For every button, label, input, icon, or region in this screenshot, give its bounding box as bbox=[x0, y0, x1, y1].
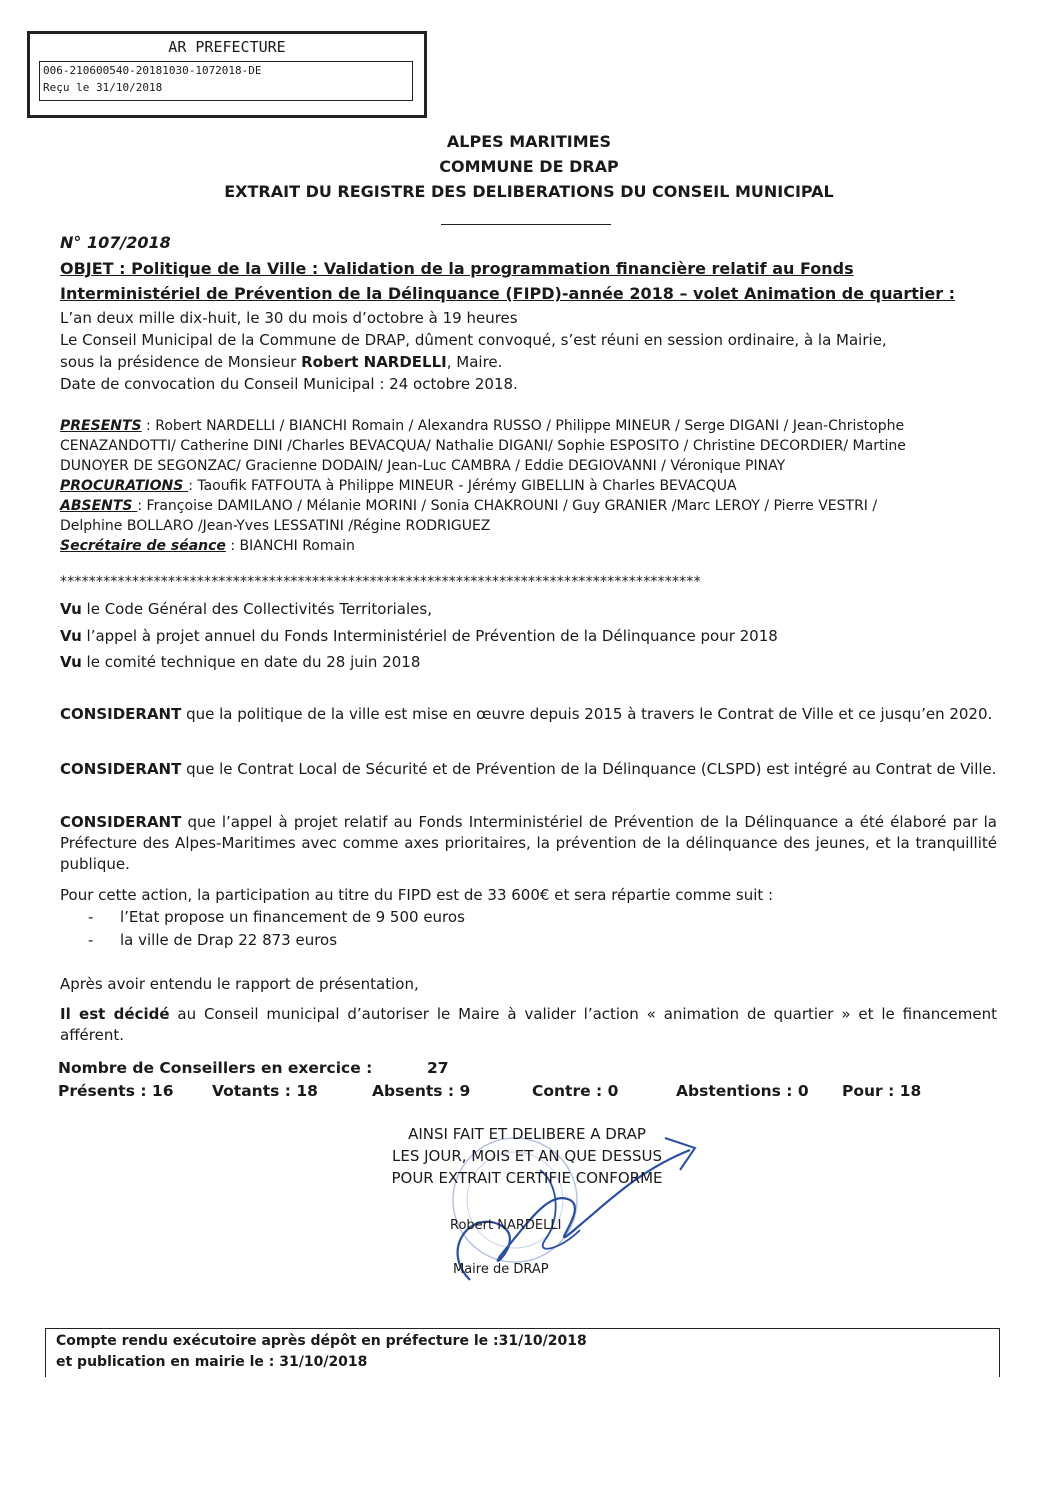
financing-intro: Pour cette action, la participation au titre du FIPD est de 33 600€ et sera répartie comme suit : bbox=[60, 886, 774, 904]
considerant-3: CONSIDERANT que l’appel à projet relatif au Fonds Interministériel de Prévention de la Délinquance a été élaboré par la Préfecture des Alpes-Maritimes avec comme axes prioritaires, la prévention de la délinquance des jeunes, et la tranquillité publique. bbox=[60, 813, 997, 873]
prefecture-stamp bbox=[27, 31, 427, 118]
vote-votants: Votants : 18 bbox=[212, 1082, 318, 1100]
visa-1: Vu le Code Général des Collectivités Territoriales, bbox=[60, 600, 432, 618]
executory-line-1: Compte rendu exécutoire après dépôt en préfecture le :31/10/2018 bbox=[56, 1333, 587, 1349]
commune-heading: COMMUNE DE DRAP bbox=[439, 157, 619, 176]
objet-line-2: Interministériel de Prévention de la Délinquance (FIPD)-année 2018 – volet Animation de quartier : bbox=[60, 284, 956, 303]
vote-contre: Contre : 0 bbox=[532, 1082, 619, 1100]
deliberation-number: N° 107/2018 bbox=[60, 233, 171, 252]
presents-line-2: CENAZANDOTTI/ Catherine DINI /Charles BEVACQUA/ Nathalie DIGANI/ Sophie ESPOSITO / Christine DECORDIER/ Martine bbox=[60, 438, 906, 454]
conseillers-value: 27 bbox=[427, 1059, 449, 1077]
absents-line-2: Delphine BOLLARO /Jean-Yves LESSATINI /Régine RODRIGUEZ bbox=[60, 518, 491, 534]
executory-line-2: et publication en mairie le : 31/10/2018 bbox=[56, 1354, 368, 1370]
department-heading: ALPES MARITIMES bbox=[446, 132, 612, 151]
rapport-line: Après avoir entendu le rapport de présentation, bbox=[60, 975, 419, 993]
procurations-line: PROCURATIONS : Taoufik FATFOUTA à Philippe MINEUR - Jérémy GIBELLIN à Charles BEVACQUA bbox=[60, 478, 737, 494]
intro-line-1: L’an deux mille dix-huit, le 30 du mois d’octobre à 19 heures bbox=[60, 309, 518, 327]
decision-text: Il est décidé au Conseil municipal d’autoriser le Maire à valider l’action « animation de quartier » et le financement afférent. bbox=[60, 1005, 998, 1044]
signature-line-3: POUR EXTRAIT CERTIFIE CONFORME bbox=[391, 1169, 663, 1187]
absents-line-1: ABSENTS : Françoise DAMILANO / Mélanie MORINI / Sonia CHAKROUNI / Guy GRANIER /Marc LEROY / Pierre VESTRI / bbox=[60, 498, 878, 514]
executory-notice-box bbox=[45, 1328, 1000, 1377]
vote-abstentions: Abstentions : 0 bbox=[676, 1082, 809, 1100]
mayor-role: Maire de DRAP bbox=[453, 1262, 549, 1277]
star-separator: ***************************************************************************************** bbox=[60, 574, 701, 590]
visa-3: Vu le comité technique en date du 28 juin 2018 bbox=[60, 653, 421, 671]
financing-item-state: l’Etat propose un financement de 9 500 euros bbox=[120, 908, 465, 926]
mayor-name: Robert NARDELLI bbox=[450, 1218, 562, 1233]
presents-line-3: DUNOYER DE SEGONZAC/ Gracienne DODAIN/ Jean-Luc CAMBRA / Eddie DEGIOVANNI / Véronique PINAY bbox=[60, 458, 786, 474]
objet-line-1: OBJET : Politique de la Ville : Validation de la programmation financière relatif au Fonds bbox=[60, 259, 854, 278]
considerant-1: CONSIDERANT que la politique de la ville est mise en œuvre depuis 2015 à travers le Contrat de Ville et ce jusqu’en 2020. bbox=[60, 705, 993, 723]
visa-2: Vu l’appel à projet annuel du Fonds Interministériel de Prévention de la Délinquance pour 2018 bbox=[60, 627, 778, 645]
vote-presents: Présents : 16 bbox=[58, 1082, 174, 1100]
stamp-title: AR PREFECTURE bbox=[168, 38, 286, 56]
stamp-reference: 006-210600540-20181030-1072018-DE bbox=[43, 64, 262, 77]
document-title: EXTRAIT DU REGISTRE DES DELIBERATIONS DU CONSEIL MUNICIPAL bbox=[224, 182, 834, 201]
financing-item-city: la ville de Drap 22 873 euros bbox=[120, 931, 338, 949]
conseillers-label: Nombre de Conseillers en exercice : bbox=[58, 1059, 373, 1077]
stamp-received-date: Reçu le 31/10/2018 bbox=[43, 81, 163, 94]
signature-line-1: AINSI FAIT ET DELIBERE A DRAP bbox=[408, 1125, 646, 1143]
vote-pour: Pour : 18 bbox=[842, 1082, 922, 1100]
secretaire-line: Secrétaire de séance : BIANCHI Romain bbox=[60, 538, 355, 554]
signature-line-2: LES JOUR, MOIS ET AN QUE DESSUS bbox=[391, 1147, 662, 1165]
header-separator bbox=[441, 224, 611, 225]
bullet-1: - bbox=[88, 908, 94, 926]
stamp-inner-box bbox=[39, 61, 413, 101]
presents-line-1: PRESENTS : Robert NARDELLI / BIANCHI Romain / Alexandra RUSSO / Philippe MINEUR / Serge DIGANI / Jean-Christophe bbox=[60, 418, 905, 434]
intro-line-3: sous la présidence de Monsieur Robert NARDELLI, Maire. bbox=[60, 353, 503, 371]
vote-absents: Absents : 9 bbox=[372, 1082, 471, 1100]
bullet-2: - bbox=[88, 931, 94, 949]
convocation-date: Date de convocation du Conseil Municipal : 24 octobre 2018. bbox=[60, 375, 518, 393]
considerant-2: CONSIDERANT que le Contrat Local de Sécurité et de Prévention de la Délinquance (CLSPD) est intégré au Contrat de Ville. bbox=[60, 760, 997, 778]
intro-line-2: Le Conseil Municipal de la Commune de DRAP, dûment convoqué, s’est réuni en session ordinaire, à la Mairie, bbox=[60, 331, 887, 349]
